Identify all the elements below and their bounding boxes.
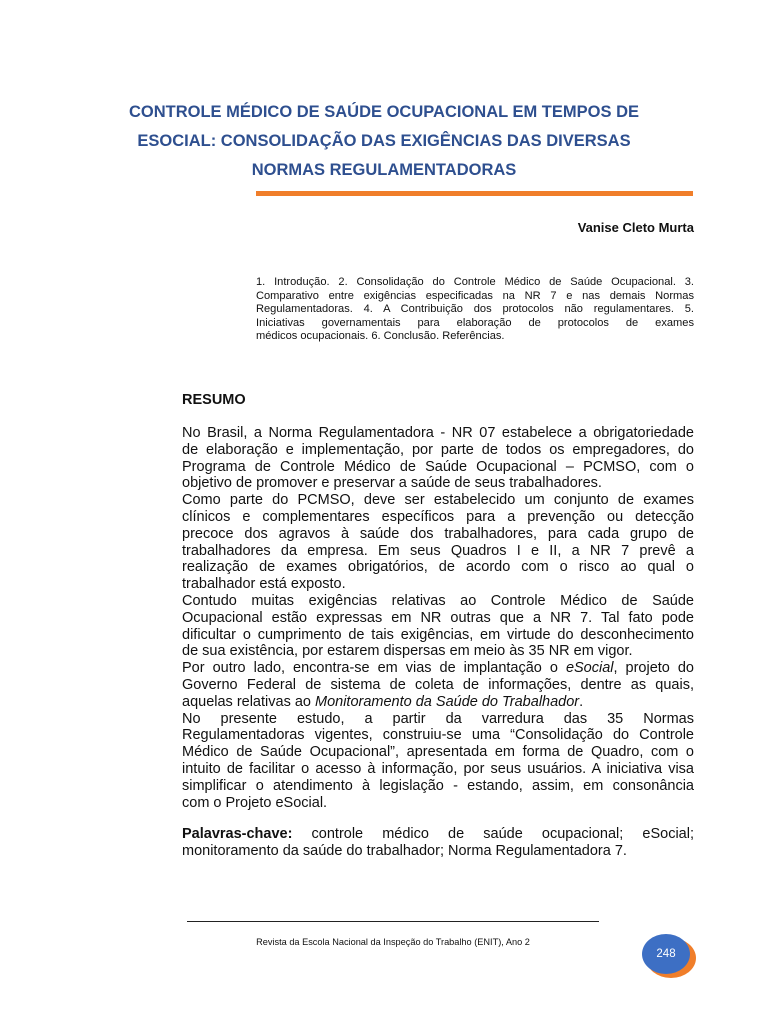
abstract-line: simplificar o atendimento à legislação - estando, assim, em consonância bbox=[182, 777, 694, 794]
abstract-line: de sua existência, por estarem dispersas em meio às 35 NR em vigor. bbox=[182, 643, 633, 660]
abstract-text: , projeto do bbox=[613, 660, 694, 677]
toc-line: Regulamentadoras. 4. A Contribuição dos protocolos não regulamentares. 5. bbox=[256, 303, 694, 316]
title-line-2: ESOCIAL: CONSOLIDAÇÃO DAS EXIGÊNCIAS DAS DIVERSAS bbox=[137, 132, 631, 150]
esocial-term: eSocial bbox=[565, 660, 614, 677]
resumo-heading: RESUMO bbox=[182, 392, 246, 408]
toc-line: Comparativo entre exigências especificadas na NR 7 e nas demais Normas bbox=[256, 289, 694, 302]
abstract-line: Governo Federal de sistema de coleta de informações, dentre as quais, bbox=[182, 676, 694, 693]
abstract-text: Por outro lado, encontra-se em vias de implantação o bbox=[182, 660, 566, 677]
abstract-line: Regulamentadoras vigentes, construiu-se uma “Consolidação do Controle bbox=[182, 727, 694, 744]
title-line-1: CONTROLE MÉDICO DE SAÚDE OCUPACIONAL EM TEMPOS DE bbox=[128, 103, 639, 121]
paragraph-gap bbox=[182, 811, 694, 826]
table-of-contents bbox=[256, 276, 694, 344]
abstract-text: aquelas relativas ao bbox=[182, 693, 315, 710]
abstract-line bbox=[182, 694, 694, 711]
abstract-line: trabalhadores da empresa. Em seus Quadros I e II, a NR 7 prevê a bbox=[182, 542, 694, 559]
abstract-line: Contudo muitas exigências relativas ao Controle Médico de Saúde bbox=[182, 592, 694, 609]
keywords-text: controle médico de saúde ocupacional; eSocial; bbox=[292, 826, 694, 843]
abstract-line: intuito de facilitar o acesso à informação, por seus usuários. A iniciativa visa bbox=[182, 760, 694, 777]
monitoramento-term: Monitoramento da Saúde do Trabalhador bbox=[315, 693, 580, 710]
abstract-line: No presente estudo, a partir da varredura das 35 Normas bbox=[182, 710, 694, 727]
toc-line: médicos ocupacionais. 6. Conclusão. Referências. bbox=[256, 330, 505, 343]
footer-divider bbox=[187, 921, 599, 922]
keywords-line bbox=[182, 826, 694, 843]
abstract-line: com o Projeto eSocial. bbox=[182, 794, 328, 811]
abstract-line: trabalhador está exposto. bbox=[182, 576, 346, 593]
abstract-line: precoce dos agravos à saúde dos trabalhadores, para cada grupo de bbox=[182, 525, 694, 542]
title-line-3: NORMAS REGULAMENTADORAS bbox=[251, 161, 517, 179]
keywords-line: monitoramento da saúde do trabalhador; Norma Regulamentadora 7. bbox=[182, 843, 627, 860]
page-number-badge bbox=[642, 934, 694, 978]
toc-line: Iniciativas governamentais para elaboração de protocolos de exames bbox=[256, 316, 694, 329]
keywords-label: Palavras-chave: bbox=[182, 826, 293, 843]
abstract-line: Ocupacional estão expressas em NR outras que a NR 7. Tal fato pode bbox=[182, 609, 694, 626]
article-title bbox=[100, 98, 668, 185]
title-divider bbox=[256, 191, 693, 196]
journal-footer: Revista da Escola Nacional da Inspeção do Trabalho (ENIT), Ano 2 bbox=[256, 937, 530, 947]
page-number: 248 bbox=[642, 934, 690, 974]
abstract-text: . bbox=[579, 693, 584, 710]
abstract-line: Como parte do PCMSO, deve ser estabelecido um conjunto de exames bbox=[182, 492, 694, 509]
abstract-line: objetivo de promover e preservar a saúde de seus trabalhadores. bbox=[182, 475, 602, 492]
abstract-body bbox=[182, 425, 694, 860]
abstract-line: de elaboração e implementação, por parte de todos os empregadores, do bbox=[182, 441, 694, 458]
abstract-line: Médico de Saúde Ocupacional”, apresentada em forma de Quadro, com o bbox=[182, 744, 694, 761]
abstract-line: clínicos e complementares específicos para a prevenção ou detecção bbox=[182, 508, 694, 525]
abstract-line: dificultar o cumprimento de tais exigências, em virtude do desconhecimento bbox=[182, 626, 694, 643]
toc-line: 1. Introdução. 2. Consolidação do Controle Médico de Saúde Ocupacional. 3. bbox=[256, 276, 694, 288]
author-name: Vanise Cleto Murta bbox=[577, 220, 694, 235]
abstract-line: No Brasil, a Norma Regulamentadora - NR 07 estabelece a obrigatoriedade bbox=[182, 425, 694, 441]
abstract-line bbox=[182, 660, 694, 677]
abstract-line: realização de exames obrigatórios, de acordo com o risco ao qual o bbox=[182, 559, 694, 576]
abstract-line: Programa de Controle Médico de Saúde Ocupacional – PCMSO, com o bbox=[182, 458, 694, 475]
